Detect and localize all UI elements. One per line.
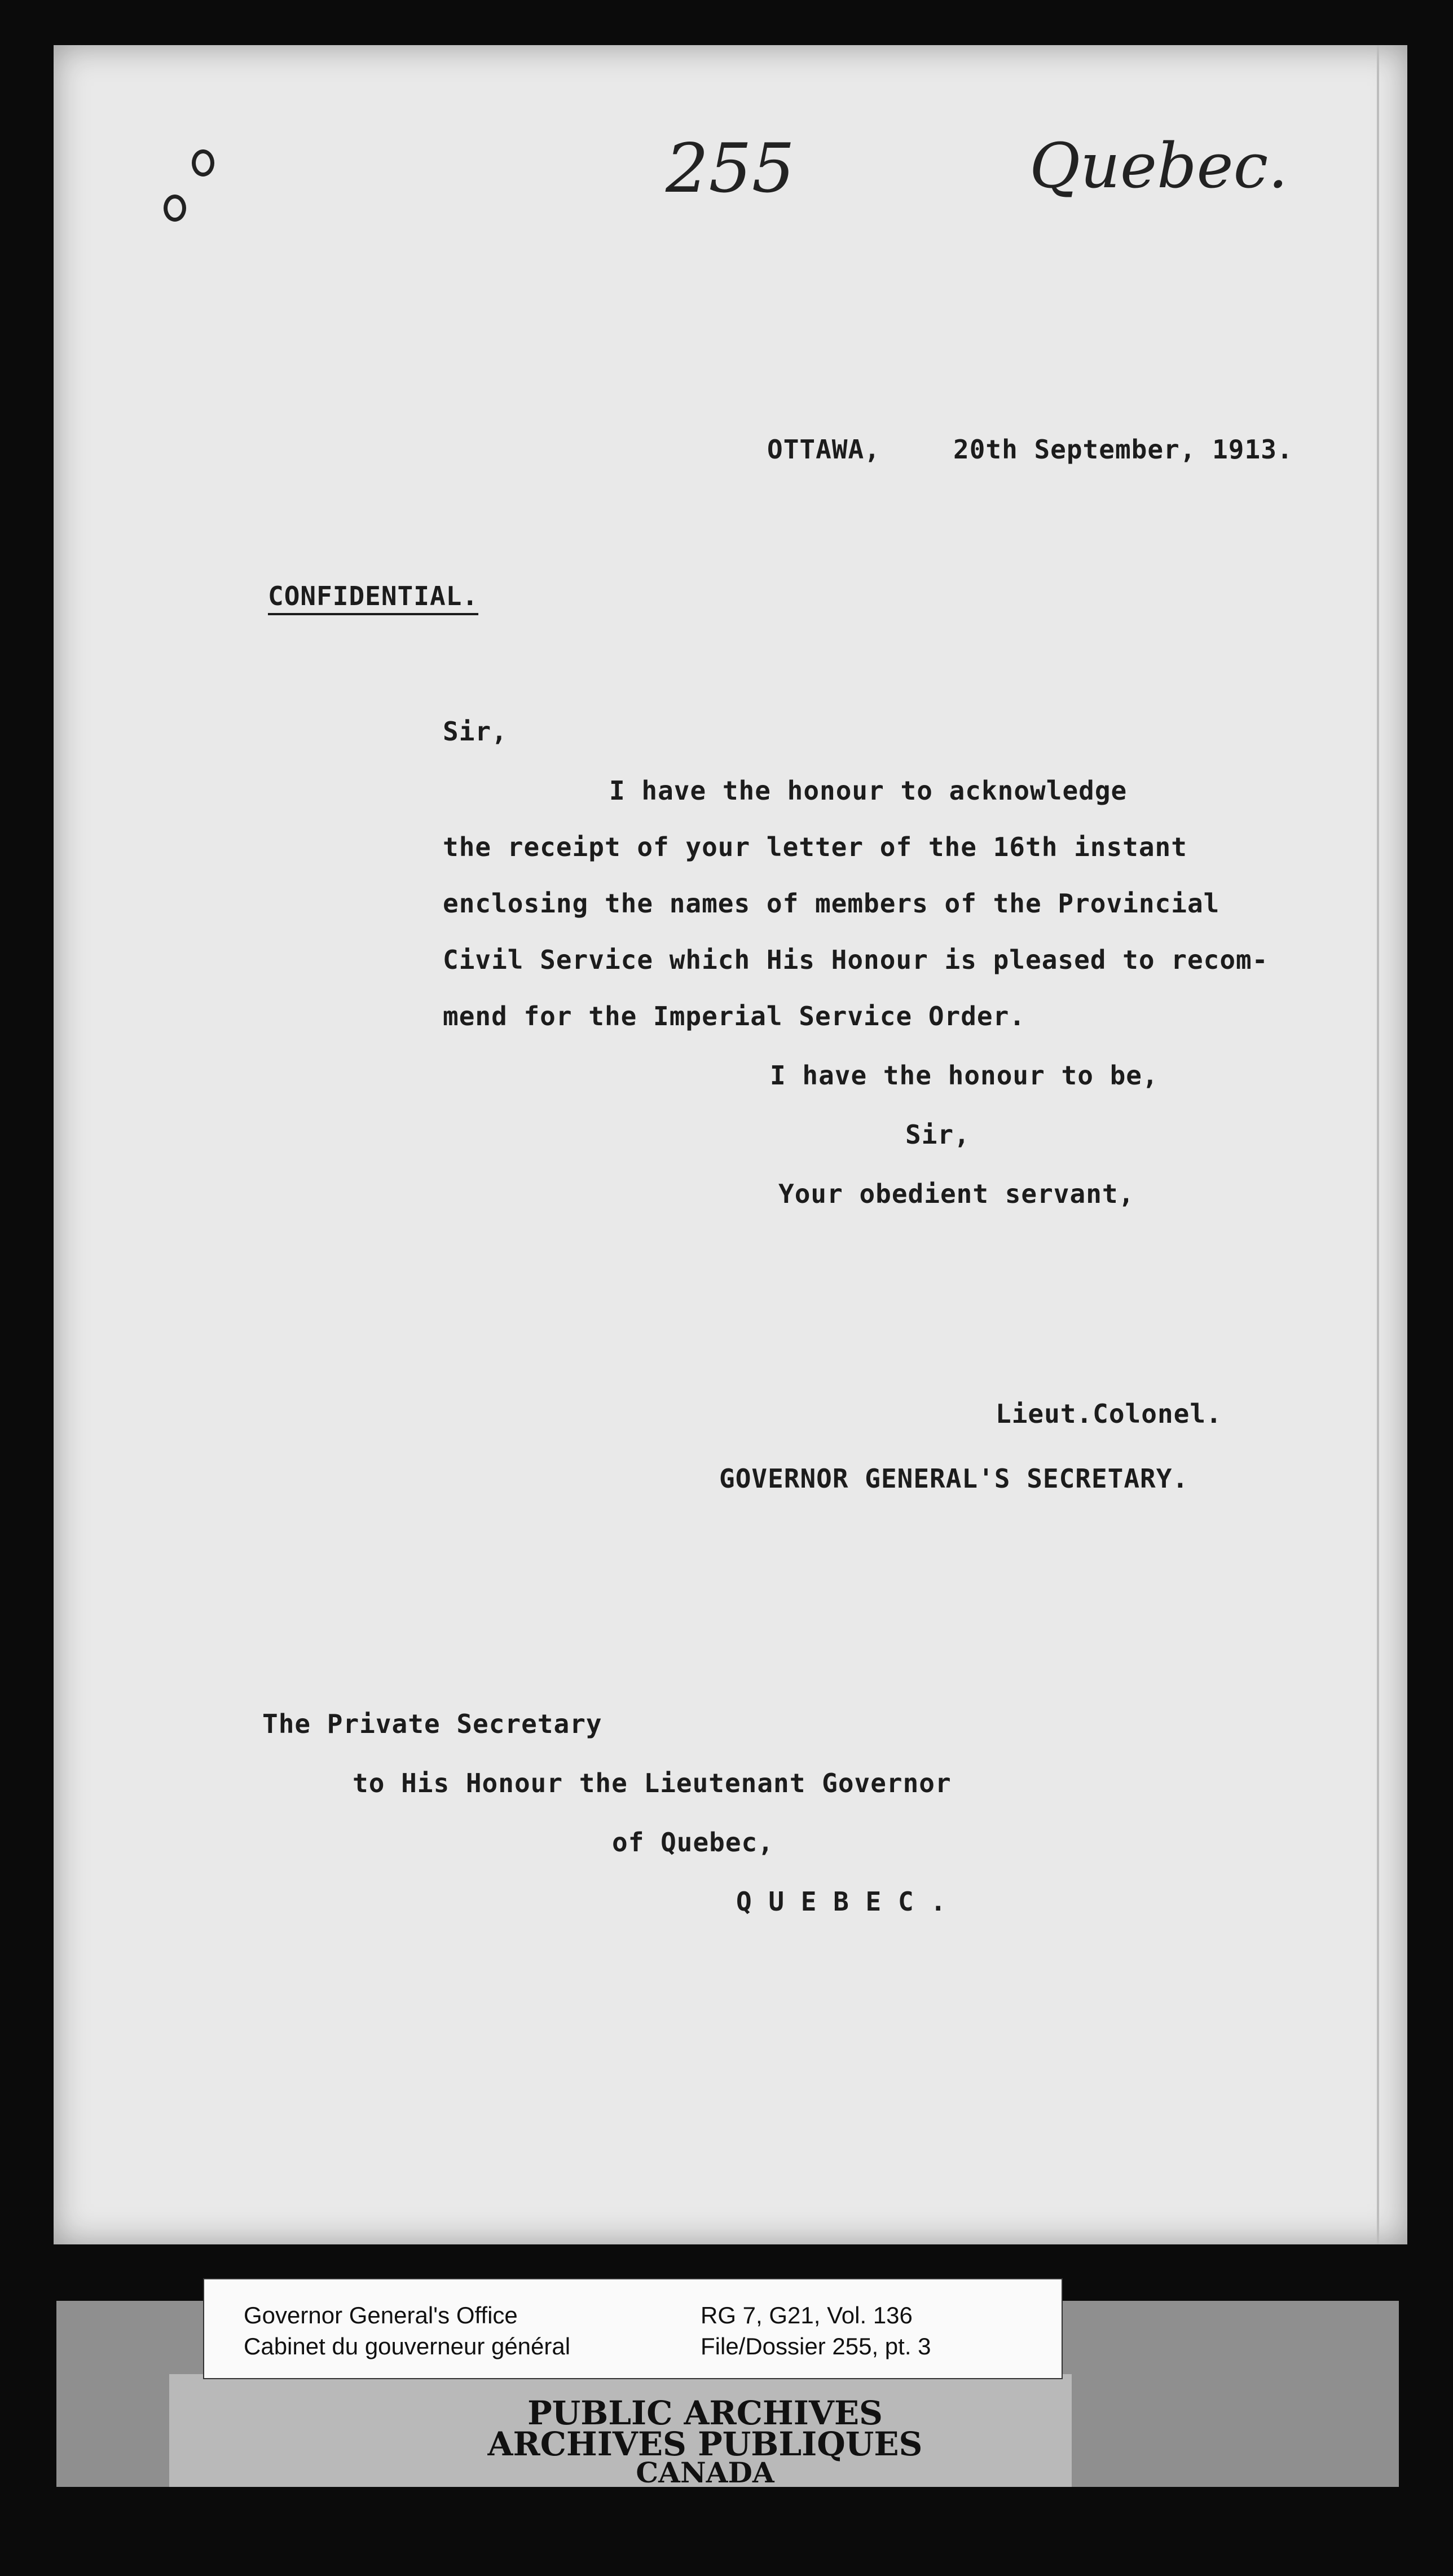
office-fr: Cabinet du gouverneur général [244,2333,571,2359]
classification-heading: CONFIDENTIAL. [268,581,479,611]
province-annotation: Quebec. [1029,130,1288,202]
date-line: 20th September, 1913. [953,434,1293,465]
signature-rank: Lieut.Colonel. [996,1399,1222,1429]
address-line: to His Honour the Lieutenant Governor [353,1768,952,1798]
closing-line: I have the honour to be, [770,1060,1159,1091]
office-en: Governor General's Office [244,2302,518,2328]
address-line: of Quebec, [612,1827,774,1858]
stamp-line: PUBLIC ARCHIVES [527,2394,883,2432]
closing-line: Sir, [905,1119,970,1150]
signature-title: GOVERNOR GENERAL'S SECRETARY. [719,1463,1189,1494]
salutation: Sir, [443,716,508,747]
body-line: the receipt of your letter of the 16th instant [443,832,1187,862]
body-line: Civil Service which His Honour is pleased to recom- [443,945,1269,975]
document-page [54,45,1407,2244]
address-line: The Private Secretary [262,1709,602,1739]
body-line: mend for the Imperial Service Order. [443,1001,1025,1031]
address-line: Q U E B E C . [736,1886,947,1917]
punch-hole-mark [164,195,186,222]
place-line: OTTAWA, [767,434,880,465]
body-line: enclosing the names of members of the Provincial [443,888,1220,919]
stamp-line: CANADA [636,2456,774,2489]
stamp-line: ARCHIVES PUBLIQUES [487,2425,923,2463]
file-number: File/Dossier 255, pt. 3 [701,2333,931,2359]
body-line: I have the honour to acknowledge [609,775,1128,806]
file-number-annotation: 255 [666,130,795,208]
punch-hole-mark [192,149,214,177]
public-archives-stamp [338,2394,1072,2490]
archive-reference-label [203,2278,1063,2379]
reference-number: RG 7, G21, Vol. 136 [701,2302,913,2328]
closing-line: Your obedient servant, [778,1179,1135,1209]
